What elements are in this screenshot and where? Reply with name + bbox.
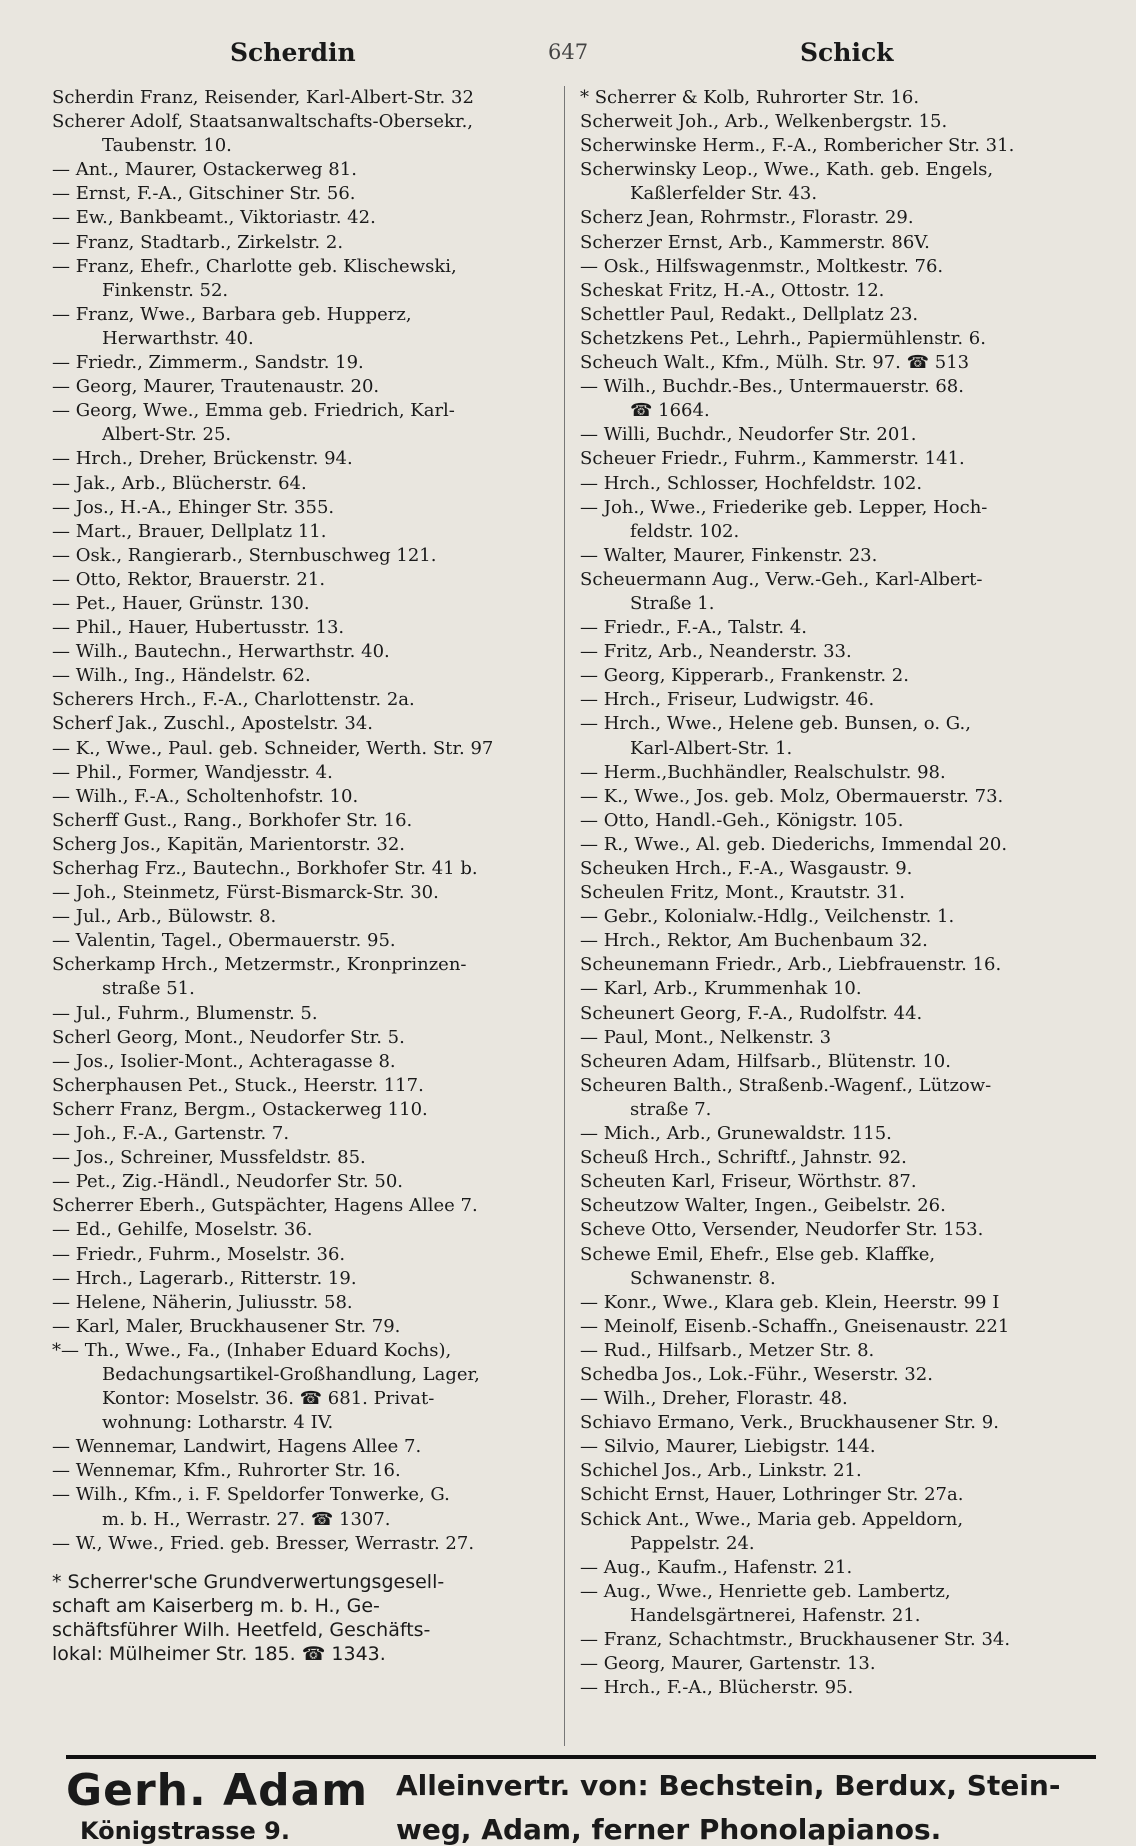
- directory-entry-line: Scheve Otto, Versender, Neudorfer Str. 153.: [580, 1219, 984, 1241]
- advert-line: lokal: Mülheimer Str. 185. ☎ 1343.: [52, 1642, 386, 1665]
- directory-entry-line: — Ernst, F.-A., Gitschiner Str. 56.: [52, 183, 356, 205]
- directory-entry-line: Scheuermann Aug., Verw.-Geh., Karl-Albert-: [580, 568, 983, 590]
- directory-entry-line: — R., Wwe., Al. geb. Diederichs, Immendal 20.: [580, 833, 1008, 855]
- directory-entry-line: m. b. H., Werrastr. 27. ☎ 1307.: [102, 1508, 391, 1530]
- page-header: [0, 38, 1136, 78]
- page-number: 647: [548, 40, 589, 64]
- directory-entry-line: — Wilh., Ing., Händelstr. 62.: [52, 665, 311, 687]
- directory-entry-line: — Georg, Wwe., Emma geb. Friedrich, Karl-: [52, 400, 455, 422]
- directory-entry-line: Scherhag Frz., Bautechn., Borkhofer Str. 41 b.: [52, 858, 478, 879]
- directory-entry-line: — Mich., Arb., Grunewaldstr. 115.: [580, 1123, 892, 1145]
- directory-entry-line: Scherkamp Hrch., Metzermstr., Kronprinzen-: [52, 954, 467, 976]
- directory-entry-line: — Hrch., Friseur, Ludwigstr. 46.: [580, 689, 875, 711]
- directory-entry-line: feldstr. 102.: [630, 520, 740, 542]
- directory-entry-line: — Rud., Hilfsarb., Metzer Str. 8.: [580, 1339, 875, 1361]
- directory-entry-line: Scheuren Balth., Straßenb.-Wagenf., Lützow-: [580, 1074, 992, 1096]
- directory-entry-line: — Otto, Rektor, Brauerstr. 21.: [52, 568, 326, 590]
- directory-entry-line: — Wilh., Bautechn., Herwarthstr. 40.: [52, 641, 390, 663]
- directory-entry-line: — Franz, Ehefr., Charlotte geb. Klischewski,: [52, 255, 457, 277]
- directory-entry-line: — Silvio, Maurer, Liebigstr. 144.: [580, 1436, 876, 1458]
- directory-entry-line: — K., Wwe., Paul. geb. Schneider, Werth. Str. 97: [52, 737, 494, 759]
- directory-entry-line: — Phil., Hauer, Hubertusstr. 13.: [52, 617, 345, 639]
- directory-entry-line: Herwarthstr. 40.: [102, 327, 254, 349]
- directory-entry-line: — Ew., Bankbeamt., Viktoriastr. 42.: [52, 207, 376, 229]
- directory-entry-line: Scheuß Hrch., Schriftf., Jahnstr. 92.: [580, 1147, 907, 1169]
- directory-entry-line: Scherg Jos., Kapitän, Marientorstr. 32.: [52, 833, 406, 855]
- directory-entry-line: — Friedr., Zimmerm., Sandstr. 19.: [52, 352, 364, 374]
- directory-entry-line: Scherwinsky Leop., Wwe., Kath. geb. Engels,: [580, 159, 994, 181]
- directory-entry-line: Kaßlerfelder Str. 43.: [630, 183, 818, 205]
- directory-entry-line: — W., Wwe., Fried. geb. Bresser, Werrastr. 27.: [52, 1532, 475, 1554]
- directory-entry-line: — Konr., Wwe., Klara geb. Klein, Heerstr. 99 I: [580, 1291, 1000, 1313]
- directory-entry-line: Schick Ant., Wwe., Maria geb. Appeldorn,: [580, 1508, 964, 1530]
- directory-entry-line: Scherers Hrch., F.-A., Charlottenstr. 2a.: [52, 689, 415, 711]
- directory-entry-line: Kontor: Moselstr. 36. ☎ 681. Privat-: [102, 1388, 435, 1410]
- directory-entry-line: — Walter, Maurer, Finkenstr. 23.: [580, 544, 878, 566]
- ad-line-1: Alleinvertr. von: Bechstein, Berdux, Stein-: [396, 1769, 1061, 1802]
- column-divider: [564, 86, 565, 1746]
- directory-entry-line: *— Th., Wwe., Fa., (Inhaber Eduard Kochs),: [52, 1339, 452, 1361]
- directory-entry-line: — Wilh., Dreher, Florastr. 48.: [580, 1388, 848, 1410]
- directory-entry-line: — Wennemar, Kfm., Ruhrorter Str. 16.: [52, 1460, 401, 1482]
- directory-entry-line: Handelsgärtnerei, Hafenstr. 21.: [630, 1604, 921, 1626]
- directory-entry-line: Schwanenstr. 8.: [630, 1267, 776, 1289]
- directory-entry-line: — Phil., Former, Wandjesstr. 4.: [52, 761, 333, 783]
- directory-entry-line: — Friedr., Fuhrm., Moselstr. 36.: [52, 1243, 346, 1265]
- directory-entry-line: — Osk., Rangierarb., Sternbuschweg 121.: [52, 544, 437, 566]
- directory-entry-line: Finkenstr. 52.: [102, 279, 229, 301]
- directory-entry-line: — Jak., Arb., Blücherstr. 64.: [52, 472, 307, 494]
- directory-entry-line: Taubenstr. 10.: [102, 135, 232, 157]
- directory-entry-line: Schewe Emil, Ehefr., Else geb. Klaffke,: [580, 1243, 936, 1265]
- directory-entry-line: Schettler Paul, Redakt., Dellplatz 23.: [580, 303, 919, 325]
- directory-entry-line: Scherz Jean, Rohrmstr., Florastr. 29.: [580, 207, 914, 229]
- company-advert: [52, 1570, 557, 1666]
- directory-entry-line: Scheuer Friedr., Fuhrm., Kammerstr. 141.: [580, 448, 965, 470]
- advertiser-address: Königstrasse 9.: [80, 1817, 290, 1845]
- directory-entry-line: — Joh., F.-A., Gartenstr. 7.: [52, 1123, 290, 1145]
- header-left-keyword: Scherdin: [230, 38, 356, 67]
- directory-entry-line: — Fritz, Arb., Neanderstr. 33.: [580, 641, 852, 663]
- directory-entry-line: — Gebr., Kolonialw.-Hdlg., Veilchenstr. 1.: [580, 906, 955, 928]
- directory-entry-line: Scheuten Karl, Friseur, Wörthstr. 87.: [580, 1171, 917, 1193]
- directory-entry-line: — Herm.,Buchhändler, Realschulstr. 98.: [580, 761, 946, 783]
- directory-entry-line: — Jos., Isolier-Mont., Achteragasse 8.: [52, 1050, 396, 1072]
- directory-entry-line: Schetzkens Pet., Lehrh., Papiermühlenstr. 6.: [580, 327, 986, 349]
- directory-entry-line: — Georg, Maurer, Gartenstr. 13.: [580, 1653, 876, 1675]
- directory-entry-line: — Hrch., Dreher, Brückenstr. 94.: [52, 448, 353, 470]
- directory-entry-line: — Jul., Arb., Bülowstr. 8.: [52, 906, 277, 928]
- directory-entry-line: — Osk., Hilfswagenmstr., Moltkestr. 76.: [580, 255, 944, 277]
- directory-entry-line: Karl-Albert-Str. 1.: [630, 737, 793, 759]
- directory-entry-line: — Karl, Maler, Bruckhausener Str. 79.: [52, 1315, 401, 1337]
- directory-entry-line: Schiavo Ermano, Verk., Bruckhausener Str. 9.: [580, 1412, 999, 1434]
- directory-entry-line: — Pet., Zig.-Händl., Neudorfer Str. 50.: [52, 1171, 403, 1193]
- directory-entry-line: — Hrch., Schlosser, Hochfeldstr. 102.: [580, 472, 923, 494]
- ad-line-2: weg, Adam, ferner Phonolapianos.: [396, 1813, 942, 1846]
- directory-entry-line: * Scherrer & Kolb, Ruhrorter Str. 16.: [580, 87, 920, 108]
- directory-entry-line: straße 51.: [102, 978, 195, 1000]
- directory-entry-line: — Helene, Näherin, Juliusstr. 58.: [52, 1291, 353, 1313]
- directory-entry-line: — Georg, Kipperarb., Frankenstr. 2.: [580, 665, 909, 687]
- directory-entry-line: — K., Wwe., Jos. geb. Molz, Obermauerstr. 73.: [580, 785, 1004, 807]
- directory-entry-line: Pappelstr. 24.: [630, 1532, 755, 1554]
- directory-entry-line: Scherweit Joh., Arb., Welkenbergstr. 15.: [580, 111, 948, 133]
- directory-entry-line: — Wilh., Buchdr.-Bes., Untermauerstr. 68.: [580, 376, 964, 398]
- directory-entry-line: — Hrch., Wwe., Helene geb. Bunsen, o. G.,: [580, 713, 971, 735]
- advertisement-footer: [66, 1755, 1096, 1846]
- directory-entry-line: — Aug., Wwe., Henriette geb. Lambertz,: [580, 1580, 951, 1602]
- directory-entry-line: Scherrer Eberh., Gutspächter, Hagens Allee 7.: [52, 1195, 478, 1217]
- directory-entry-line: Schichel Jos., Arb., Linkstr. 21.: [580, 1460, 862, 1482]
- directory-entry-line: Scherl Georg, Mont., Neudorfer Str. 5.: [52, 1026, 405, 1048]
- directory-entry-line: — Franz, Schachtmstr., Bruckhausener Str. 34.: [580, 1629, 1011, 1650]
- directory-entry-line: — Otto, Handl.-Geh., Königstr. 105.: [580, 809, 904, 831]
- directory-entry-line: — Wilh., Kfm., i. F. Speldorfer Tonwerke, G.: [52, 1484, 450, 1506]
- directory-entry-line: — Valentin, Tagel., Obermauerstr. 95.: [52, 930, 396, 952]
- directory-entry-line: — Ant., Maurer, Ostackerweg 81.: [52, 159, 357, 181]
- directory-entry-line: Scherdin Franz, Reisender, Karl-Albert-Str. 32: [52, 87, 474, 108]
- directory-entry-line: — Jos., H.-A., Ehinger Str. 355.: [52, 496, 335, 518]
- directory-entry-line: Scherwinske Herm., F.-A., Rombericher Str. 31.: [580, 135, 1015, 157]
- directory-entry-line: Scherff Gust., Rang., Borkhofer Str. 16.: [52, 809, 413, 831]
- directory-entry-line: Scheuch Walt., Kfm., Mülh. Str. 97. ☎ 513: [580, 352, 970, 374]
- advert-line: * Scherrer'sche Grundverwertungsgesell-: [52, 1570, 445, 1593]
- directory-entry-line: Scheunemann Friedr., Arb., Liebfrauenstr. 16.: [580, 954, 1002, 976]
- directory-entry-line: Albert-Str. 25.: [102, 424, 232, 446]
- directory-entry-line: — Willi, Buchdr., Neudorfer Str. 201.: [580, 424, 917, 446]
- directory-entry-line: — Wennemar, Landwirt, Hagens Allee 7.: [52, 1436, 422, 1458]
- directory-entry-line: — Joh., Steinmetz, Fürst-Bismarck-Str. 30.: [52, 882, 439, 904]
- advert-line: schäftsführer Wilh. Heetfeld, Geschäfts-: [52, 1618, 431, 1641]
- directory-entry-line: Scheskat Fritz, H.-A., Ottostr. 12.: [580, 279, 885, 301]
- directory-entry-line: — Friedr., F.-A., Talstr. 4.: [580, 617, 808, 639]
- advertiser-name: Gerh. Adam: [66, 1765, 369, 1816]
- directory-entry-line: — Jos., Schreiner, Mussfeldstr. 85.: [52, 1147, 366, 1169]
- directory-entry-line: Scheutzow Walter, Ingen., Geibelstr. 26.: [580, 1195, 946, 1217]
- advert-line: schaft am Kaiserberg m. b. H., Ge-: [52, 1594, 380, 1617]
- directory-entry-line: wohnung: Lotharstr. 4 IV.: [102, 1412, 334, 1434]
- directory-entry-line: Straße 1.: [630, 592, 715, 614]
- directory-entry-line: Scheulen Fritz, Mont., Krautstr. 31.: [580, 882, 906, 904]
- directory-entry-line: — Hrch., Rektor, Am Buchenbaum 32.: [580, 930, 928, 952]
- right-column: [580, 86, 1100, 1700]
- directory-entry-line: Scherr Franz, Bergm., Ostackerweg 110.: [52, 1098, 428, 1120]
- directory-entry-line: — Pet., Hauer, Grünstr. 130.: [52, 592, 310, 614]
- directory-entry-line: — Ed., Gehilfe, Moselstr. 36.: [52, 1219, 313, 1241]
- directory-entry-line: Bedachungsartikel-Großhandlung, Lager,: [102, 1363, 480, 1385]
- directory-entry-line: Scherer Adolf, Staatsanwaltschafts-Obersekr.,: [52, 111, 474, 133]
- directory-entry-line: Scheuren Adam, Hilfsarb., Blütenstr. 10.: [580, 1050, 951, 1072]
- left-column: [52, 86, 557, 1666]
- directory-entry-line: — Joh., Wwe., Friederike geb. Lepper, Hoch-: [580, 496, 988, 518]
- directory-entry-line: Schicht Ernst, Hauer, Lothringer Str. 27a.: [580, 1484, 964, 1506]
- directory-entry-line: — Mart., Brauer, Dellplatz 11.: [52, 520, 327, 542]
- directory-entry-line: Scherphausen Pet., Stuck., Heerstr. 117.: [52, 1074, 424, 1096]
- directory-entry-line: Scheunert Georg, F.-A., Rudolfstr. 44.: [580, 1002, 923, 1024]
- directory-entry-line: — Georg, Maurer, Trautenaustr. 20.: [52, 376, 380, 398]
- directory-entry-line: — Karl, Arb., Krummenhak 10.: [580, 978, 862, 1000]
- directory-entry-line: — Hrch., F.-A., Blücherstr. 95.: [580, 1677, 854, 1699]
- directory-entry-line: Scheuken Hrch., F.-A., Wasgaustr. 9.: [580, 858, 913, 879]
- directory-entry-line: straße 7.: [630, 1098, 712, 1120]
- directory-entry-line: Scherzer Ernst, Arb., Kammerstr. 86V.: [580, 231, 930, 253]
- directory-entry-line: Scherf Jak., Zuschl., Apostelstr. 34.: [52, 713, 374, 735]
- directory-entry-line: — Hrch., Lagerarb., Ritterstr. 19.: [52, 1267, 357, 1289]
- directory-entry-line: — Paul, Mont., Nelkenstr. 3: [580, 1026, 832, 1048]
- directory-entry-line: ☎ 1664.: [630, 400, 710, 422]
- directory-entry-line: — Wilh., F.-A., Scholtenhofstr. 10.: [52, 785, 359, 807]
- directory-entry-line: — Meinolf, Eisenb.-Schaffn., Gneisenaustr. 221: [580, 1315, 1010, 1337]
- directory-entry-line: Schedba Jos., Lok.-Führ., Weserstr. 32.: [580, 1363, 933, 1385]
- header-right-keyword: Schick: [800, 38, 894, 67]
- directory-entry-line: — Franz, Stadtarb., Zirkelstr. 2.: [52, 231, 344, 253]
- directory-entry-line: — Jul., Fuhrm., Blumenstr. 5.: [52, 1002, 318, 1024]
- directory-entry-line: — Aug., Kaufm., Hafenstr. 21.: [580, 1556, 853, 1578]
- directory-entry-line: — Franz, Wwe., Barbara geb. Hupperz,: [52, 303, 412, 325]
